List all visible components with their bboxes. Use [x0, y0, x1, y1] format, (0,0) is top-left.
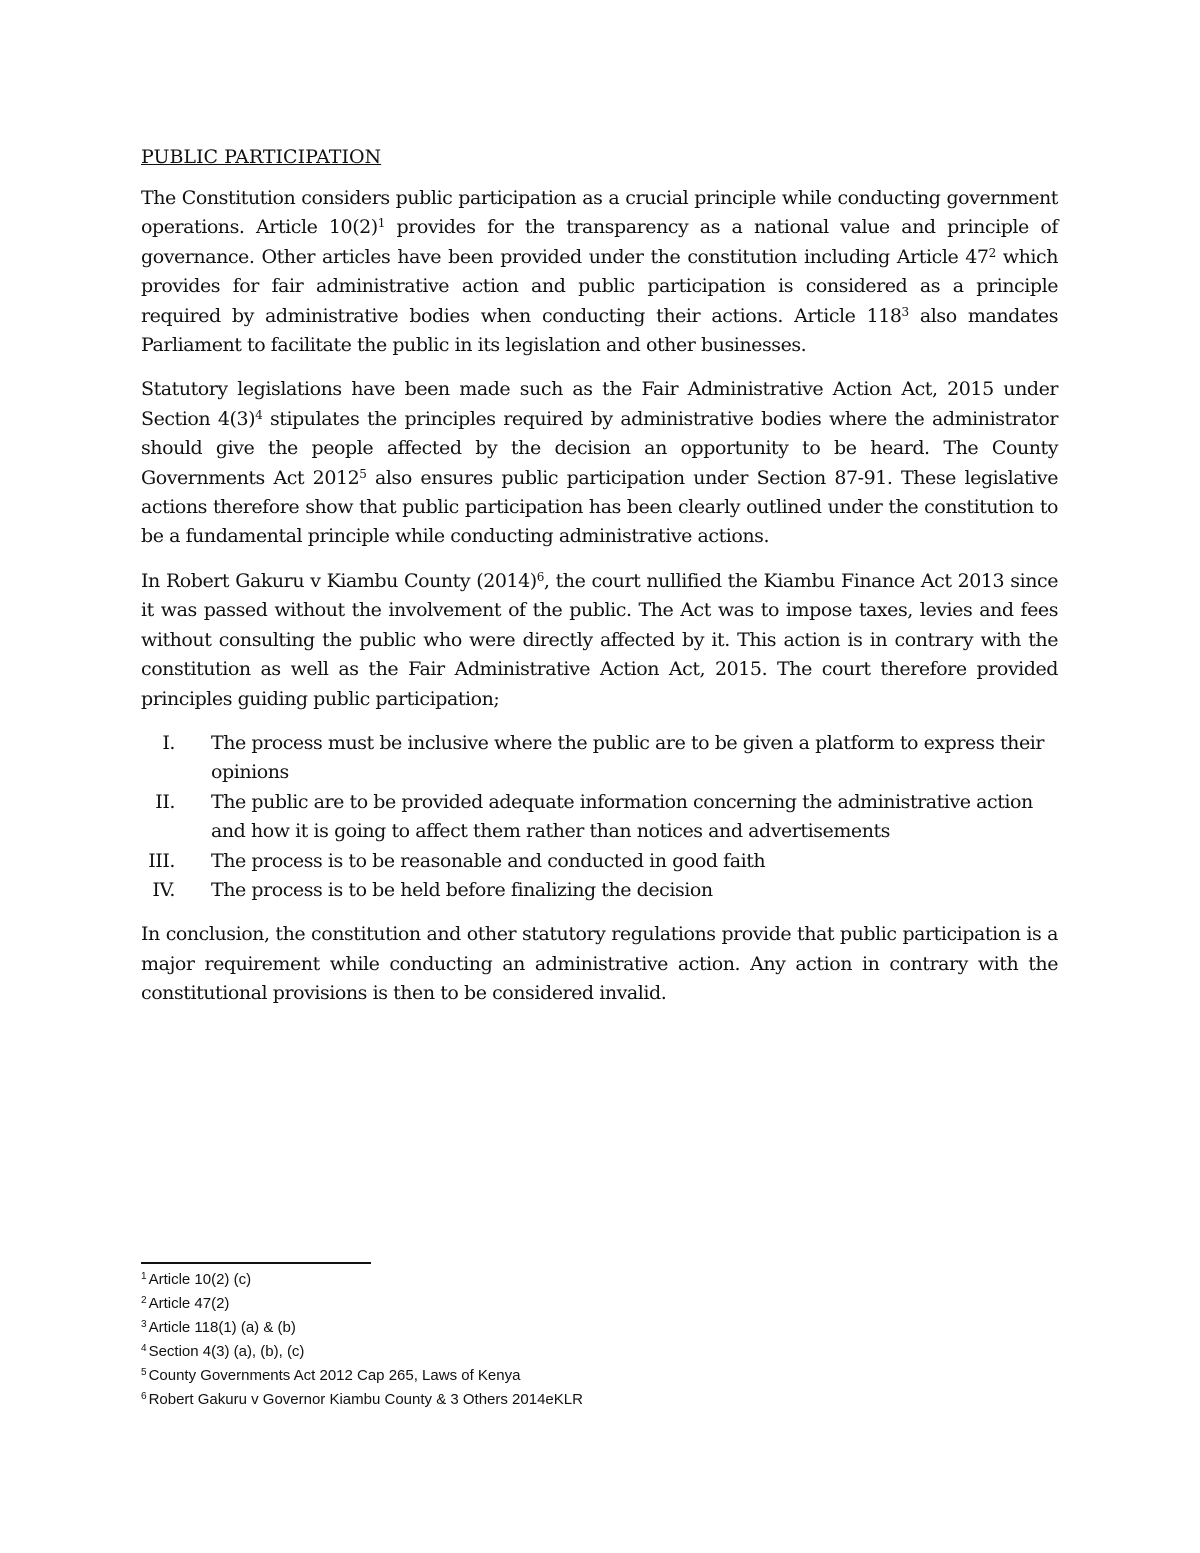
text-run: In Robert Gakuru v Kiambu County (2014): [141, 569, 537, 592]
list-text: The process is to be held before finalizing the decision: [211, 878, 713, 901]
footnote-text: Robert Gakuru v Governor Kiambu County & 3 Others 2014eKLR: [148, 1391, 583, 1408]
list-number: III.: [148, 849, 175, 872]
list-item: [141, 788, 1058, 847]
footnote-5: [141, 1364, 841, 1388]
footnote-text: County Governments Act 2012 Cap 265, Laws of Kenya: [148, 1367, 521, 1384]
footnotes: [141, 1268, 841, 1412]
list-number: I.: [162, 731, 175, 754]
list-item: [141, 729, 1058, 788]
text-run: , the court nullified the Kiambu Finance Act 2013 since it was passed without the involvement of the public. The Act was to impose taxes, levies and fees without consulting the public who were directly affected by it. This action is in contrary with the constitution as well as the Fair Administrative Action Act, 2015. The court therefore provided principles guiding public participation;: [141, 569, 1058, 710]
text-run: also mandates Parliament to facilitate the public in its legislation and other businesses.: [141, 304, 1058, 357]
footnote-text: Section 4(3) (a), (b), (c): [148, 1343, 305, 1360]
footnote-mark: 5: [141, 1367, 147, 1378]
text-run: provides for the transparency as a national value and principle of governance. Other articles have been provided under the constitution including Article 47: [141, 216, 1058, 268]
footnote-3: [141, 1316, 841, 1340]
list-text: The process must be inclusive where the public are to be given a platform to express their opinions: [211, 731, 1045, 784]
footnote-ref-2: 2: [988, 245, 996, 260]
footnote-mark: 4: [141, 1343, 147, 1354]
footnote-mark: 1: [141, 1271, 147, 1282]
paragraph-case: [141, 567, 1058, 714]
list-number: II.: [155, 790, 175, 813]
list-text: The process is to be reasonable and conducted in good faith: [211, 849, 766, 872]
footnote-ref-6: 6: [536, 569, 544, 584]
paragraph-constitution: [141, 184, 1058, 360]
footnote-divider: [141, 1262, 371, 1264]
footnote-6: [141, 1388, 841, 1412]
footnote-mark: 3: [141, 1319, 147, 1330]
footnote-text: Article 118(1) (a) & (b): [148, 1319, 296, 1336]
footnote-ref-5: 5: [359, 466, 367, 481]
footnote-1: [141, 1268, 841, 1292]
footnote-4: [141, 1340, 841, 1364]
paragraph-conclusion: In conclusion, the constitution and other statutory regulations provide that public participation is a major requirement while conducting an administrative action. Any action in contrary with the constitutional provisions is then to be considered invalid.: [141, 923, 1058, 1005]
principles-list: [141, 729, 1058, 905]
footnote-ref-4: 4: [255, 407, 263, 422]
text-run: stipulates the principles required by administrative bodies where the administrator should give the people affected by the decision an opportunity to be heard. The County Governments Act 2012: [141, 407, 1059, 489]
paragraph-statutory: [141, 375, 1058, 551]
footnote-2: [141, 1292, 841, 1316]
footnote-text: Article 10(2) (c): [148, 1271, 252, 1288]
document-heading: PUBLIC PARTICIPATION: [141, 146, 382, 168]
text-run: The Constitution considers public participation as a crucial principle while conducting government operations. Article 10(2): [141, 187, 1058, 239]
list-item: [141, 847, 1058, 876]
text-run: which provides for fair administrative action and public participation is considered as a principle required by administrative bodies when conducting their actions. Article 118: [141, 245, 1058, 327]
list-number: IV.: [152, 878, 175, 901]
list-text: The public are to be provided adequate information concerning the administrative action and how it is going to affect them rather than notices and advertisements: [211, 790, 1033, 843]
document-body: [141, 143, 1058, 1024]
footnote-ref-1: 1: [377, 216, 385, 231]
footnote-ref-3: 3: [901, 304, 909, 319]
footnote-mark: 6: [141, 1391, 147, 1402]
footnote-mark: 2: [141, 1295, 147, 1306]
footnote-text: Article 47(2): [148, 1295, 230, 1312]
list-item: [141, 876, 1058, 905]
text-run: Statutory legislations have been made such as the Fair Administrative Action Act, 2015 under Section 4(3): [141, 378, 1058, 430]
text-run: also ensures public participation under Section 87-91. These legislative actions therefore show that public participation has been clearly outlined under the constitution to be a fundamental principle while conducting administrative actions.: [141, 466, 1058, 548]
